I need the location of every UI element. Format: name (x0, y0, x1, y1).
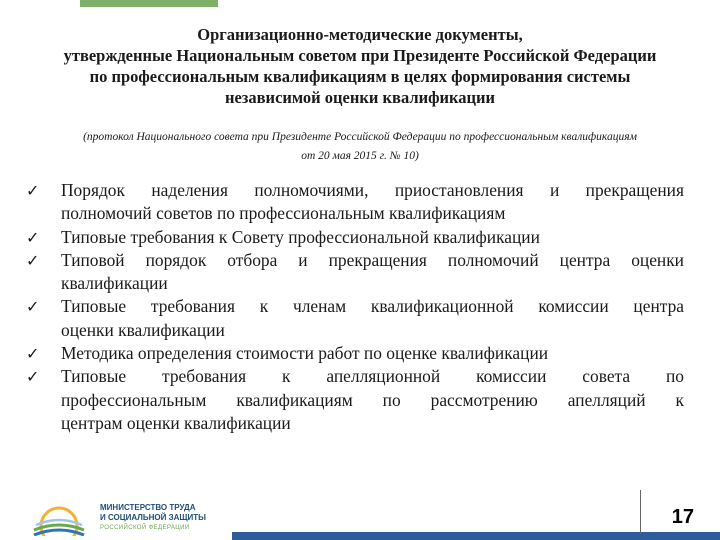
list-item-line: квалификации (61, 273, 168, 294)
list-item-line: Типовые требования к членам квалификационной комиссии центра (61, 296, 684, 317)
list-item-line: Порядок наделения полномочиями, приостановления и прекращения (61, 180, 684, 200)
page-number: 17 (640, 490, 694, 534)
ministry-logo-icon (24, 496, 94, 540)
protocol-line: (протокол Национального совета при Президенте Российской Федерации по профессиональным квалификациям (83, 131, 637, 143)
top-accent-bar (80, 0, 218, 7)
protocol-note (20, 128, 700, 166)
list-item-line: Типовые требования к апелляционной комиссии совета по (61, 366, 684, 387)
list-item (24, 249, 684, 296)
list-item-line: оценки квалификации (61, 319, 225, 340)
ministry-name-line: МИНИСТЕРСТВО ТРУДА (100, 503, 196, 512)
ministry-name (100, 503, 206, 533)
title-line: утвержденные Национальным советом при Президенте Российской Федерации (63, 46, 657, 65)
list-item-line: Типовые требования к Совету профессиональной квалификации (61, 226, 540, 247)
slide-title (20, 24, 700, 108)
checkmark-icon: ✓ (26, 344, 40, 364)
title-line: по профессиональным квалификациям в целях формирования системы (89, 67, 631, 86)
document-list (24, 179, 684, 435)
list-item-line: полномочий советов по профессиональным квалификациям (61, 203, 506, 224)
ministry-name-line: И СОЦИАЛЬНОЙ ЗАЩИТЫ (100, 513, 206, 522)
list-item-line: Методика определения стоимости работ по оценке квалификации (61, 343, 549, 364)
title-line: Организационно-методические документы, (197, 25, 523, 44)
list-item-line: профессиональным квалификациям по рассмотрению апелляций к (61, 389, 684, 410)
list-item-line: центрам оценки квалификации (61, 412, 291, 433)
list-item (24, 226, 684, 249)
checkmark-icon: ✓ (26, 297, 40, 317)
checkmark-icon: ✓ (26, 367, 40, 387)
title-line: независимой оценки квалификации (224, 88, 496, 107)
list-item (24, 179, 684, 226)
list-item (24, 342, 684, 365)
protocol-line: от 20 мая 2015 г. № 10) (301, 150, 419, 162)
list-item (24, 295, 684, 342)
checkmark-icon: ✓ (26, 181, 40, 200)
list-item-line: Типовой порядок отбора и прекращения полномочий центра оценки (61, 249, 684, 270)
checkmark-icon: ✓ (26, 250, 40, 270)
checkmark-icon: ✓ (26, 227, 40, 247)
ministry-name-sub: РОССИЙСКОЙ ФЕДЕРАЦИИ (100, 525, 190, 531)
list-item (24, 365, 684, 435)
